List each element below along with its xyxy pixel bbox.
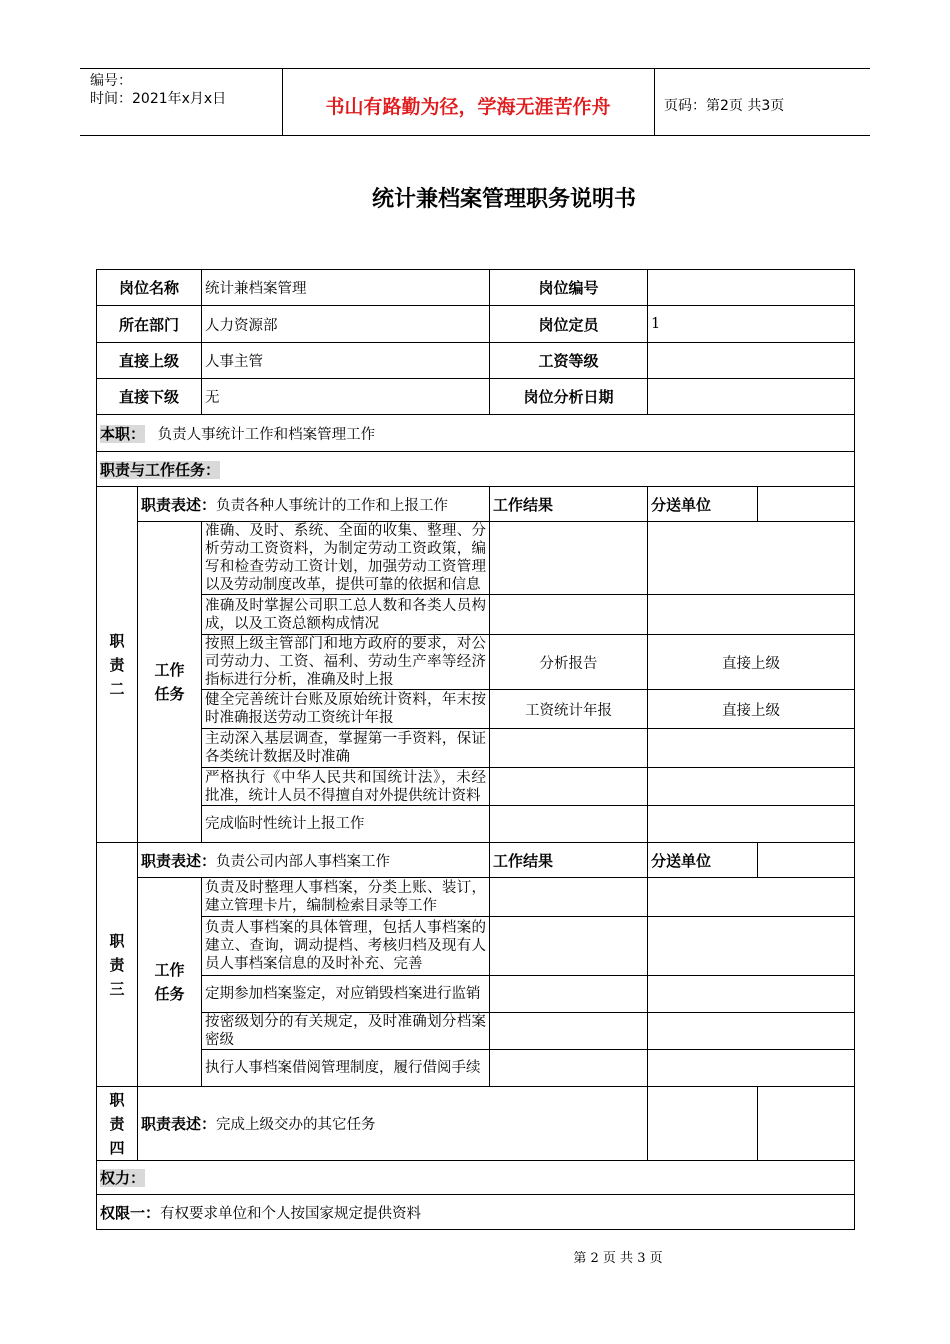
task-text: 定期参加档案鉴定，对应销毁档案进行监销 — [202, 976, 490, 1013]
task-result: 工资统计年报 — [490, 690, 648, 729]
task-dest — [648, 1050, 855, 1087]
task-text: 负责及时整理人事档案，分类上账、装订，建立管理卡片，编制检索目录等工作 — [202, 878, 490, 917]
task-row — [97, 635, 855, 690]
duty-label: 本职： — [100, 424, 146, 443]
headcount-value: 1 — [648, 306, 855, 343]
power-heading-row — [97, 1161, 855, 1195]
task-dest — [648, 878, 855, 917]
duty4-row — [97, 1087, 855, 1161]
task-text: 主动深入基层调查，掌握第一手资料，保证各类统计数据及时准确 — [202, 729, 490, 768]
task-row — [97, 806, 855, 843]
superior-value: 人事主管 — [202, 343, 490, 379]
responsibilities-label: 职责与工作任务： — [100, 460, 221, 479]
duty3-desc-cell — [138, 843, 490, 878]
duty-cell — [97, 415, 855, 452]
info-row — [97, 343, 855, 379]
task-dest: 直接上级 — [648, 690, 855, 729]
duty4-result — [648, 1087, 758, 1161]
department-label: 所在部门 — [97, 306, 202, 343]
task-dest — [648, 917, 855, 976]
power-heading — [97, 1161, 855, 1195]
subordinate-value: 无 — [202, 379, 490, 415]
task-dest — [648, 1013, 855, 1050]
duty-row — [97, 415, 855, 452]
analysis-date-value — [648, 379, 855, 415]
duty4-side-label — [97, 1087, 138, 1161]
responsibilities-heading — [97, 452, 855, 487]
task-dest: 直接上级 — [648, 635, 855, 690]
duty4-side-text: 职责四 — [109, 1090, 125, 1157]
duty3-dest-header: 分送单位 — [648, 843, 758, 878]
power-limit1-cell — [97, 1195, 855, 1230]
task-text: 负责人事档案的具体管理，包括人事档案的建立、查询，调动提档、考核归档及现有人员人事档案信息的及时补充、完善 — [202, 917, 490, 976]
headcount-label: 岗位定员 — [490, 306, 648, 343]
duty3-task-label — [138, 878, 202, 1087]
header-divider — [654, 68, 655, 136]
task-text: 准确及时掌握公司职工总人数和各类人员构成，以及工资总额构成情况 — [202, 595, 490, 635]
duty3-side-label — [97, 843, 138, 1087]
duty4-dest — [758, 1087, 855, 1161]
duty3-result-header: 工作结果 — [490, 843, 648, 878]
task-row — [97, 768, 855, 806]
doc-time: 时间：2021年x月x日 — [90, 91, 227, 107]
task-result — [490, 806, 648, 843]
page-title: 统计兼档案管理职务说明书 — [371, 187, 636, 212]
position-code-label: 岗位编号 — [490, 270, 648, 306]
header-page-number: 页码：第2页 共3页 — [664, 98, 785, 114]
duty2-side-label — [97, 487, 138, 843]
task-row — [97, 690, 855, 729]
task-text: 按照上级主管部门和地方政府的要求，对公司劳动力、工资、福利、劳动生产率等经济指标进行分析，准确及时上报 — [202, 635, 490, 690]
task-text: 按密级划分的有关规定，及时准确划分档案密级 — [202, 1013, 490, 1050]
task-row — [97, 917, 855, 976]
task-row — [97, 878, 855, 917]
info-row — [97, 306, 855, 343]
duty3-task-text: 工作任务 — [154, 961, 185, 1003]
task-dest — [648, 729, 855, 768]
task-result — [490, 595, 648, 635]
task-dest — [648, 522, 855, 595]
task-result: 分析报告 — [490, 635, 648, 690]
task-text: 完成临时性统计上报工作 — [202, 806, 490, 843]
duty4-desc-cell — [138, 1087, 648, 1161]
power-limit-row — [97, 1195, 855, 1230]
duty2-desc-cell — [138, 487, 490, 522]
duty3-side-text: 职责三 — [109, 931, 125, 998]
position-name-value: 统计兼档案管理 — [202, 270, 490, 306]
power-limit1-label: 权限一： — [100, 1203, 161, 1222]
info-row — [97, 379, 855, 415]
duty3-desc: 负责公司内部人事档案工作 — [216, 853, 391, 870]
info-row — [97, 270, 855, 306]
power-limit1: 有权要求单位和个人按国家规定提供资料 — [160, 1205, 422, 1222]
task-dest — [648, 595, 855, 635]
task-row — [97, 729, 855, 768]
task-text: 准确、及时、系统、全面的收集、整理、分析劳动工资资料，为制定劳动工资政策，编写和检查劳动工资计划，加强劳动工资管理以及劳动制度改革，提供可靠的依据和信息 — [202, 522, 490, 595]
power-label: 权力： — [100, 1169, 146, 1187]
task-dest — [648, 806, 855, 843]
duty2-empty — [758, 487, 855, 522]
task-result — [490, 1013, 648, 1050]
header-motto: 书山有路勤为径，学海无涯苦作舟 — [325, 96, 611, 118]
task-text: 严格执行《中华人民共和国统计法》，未经批准，统计人员不得擅自对外提供统计资料 — [202, 768, 490, 806]
duty4-desc-label: 职责表述： — [141, 1115, 217, 1133]
analysis-date-label: 岗位分析日期 — [490, 379, 648, 415]
duty4-desc: 完成上级交办的其它任务 — [216, 1117, 376, 1133]
salary-grade-value — [648, 343, 855, 379]
task-result — [490, 1050, 648, 1087]
task-result — [490, 878, 648, 917]
task-text: 执行人事档案借阅管理制度，履行借阅手续 — [202, 1050, 490, 1087]
responsibilities-heading-row — [97, 452, 855, 487]
duty2-side-text: 职责二 — [109, 631, 125, 698]
job-description-table — [96, 269, 855, 1230]
position-code-value — [648, 270, 855, 306]
duty-text: 负责人事统计工作和档案管理工作 — [157, 426, 376, 443]
task-row — [97, 522, 855, 595]
superior-label: 直接上级 — [97, 343, 202, 379]
task-row — [97, 976, 855, 1013]
task-text: 健全完善统计台账及原始统计资料，年末按时准确报送劳动工资统计年报 — [202, 690, 490, 729]
subordinate-label: 直接下级 — [97, 379, 202, 415]
task-row — [97, 1050, 855, 1087]
header-top-rule — [80, 68, 870, 69]
department-value: 人力资源部 — [202, 306, 490, 343]
header-bottom-rule — [80, 135, 870, 136]
task-result — [490, 917, 648, 976]
duty3-empty — [758, 843, 855, 878]
duty2-task-text: 工作任务 — [154, 661, 185, 703]
doc-number: 编号： — [90, 73, 132, 89]
task-dest — [648, 768, 855, 806]
task-result — [490, 522, 648, 595]
salary-grade-label: 工资等级 — [490, 343, 648, 379]
task-result — [490, 768, 648, 806]
duty2-desc: 负责各种人事统计的工作和上报工作 — [216, 497, 449, 514]
task-result — [490, 976, 648, 1013]
task-dest — [648, 976, 855, 1013]
header-meta — [90, 72, 226, 108]
duty2-desc-row — [97, 487, 855, 522]
duty3-desc-label: 职责表述： — [141, 851, 217, 870]
duty2-task-label — [138, 522, 202, 843]
task-result — [490, 729, 648, 768]
page-footer: 第 2 页 共 3 页 — [573, 1251, 663, 1266]
position-name-label: 岗位名称 — [97, 270, 202, 306]
duty2-desc-label: 职责表述： — [141, 495, 217, 514]
task-row — [97, 595, 855, 635]
duty3-desc-row — [97, 843, 855, 878]
duty2-dest-header: 分送单位 — [648, 487, 758, 522]
duty2-result-header: 工作结果 — [490, 487, 648, 522]
task-row — [97, 1013, 855, 1050]
